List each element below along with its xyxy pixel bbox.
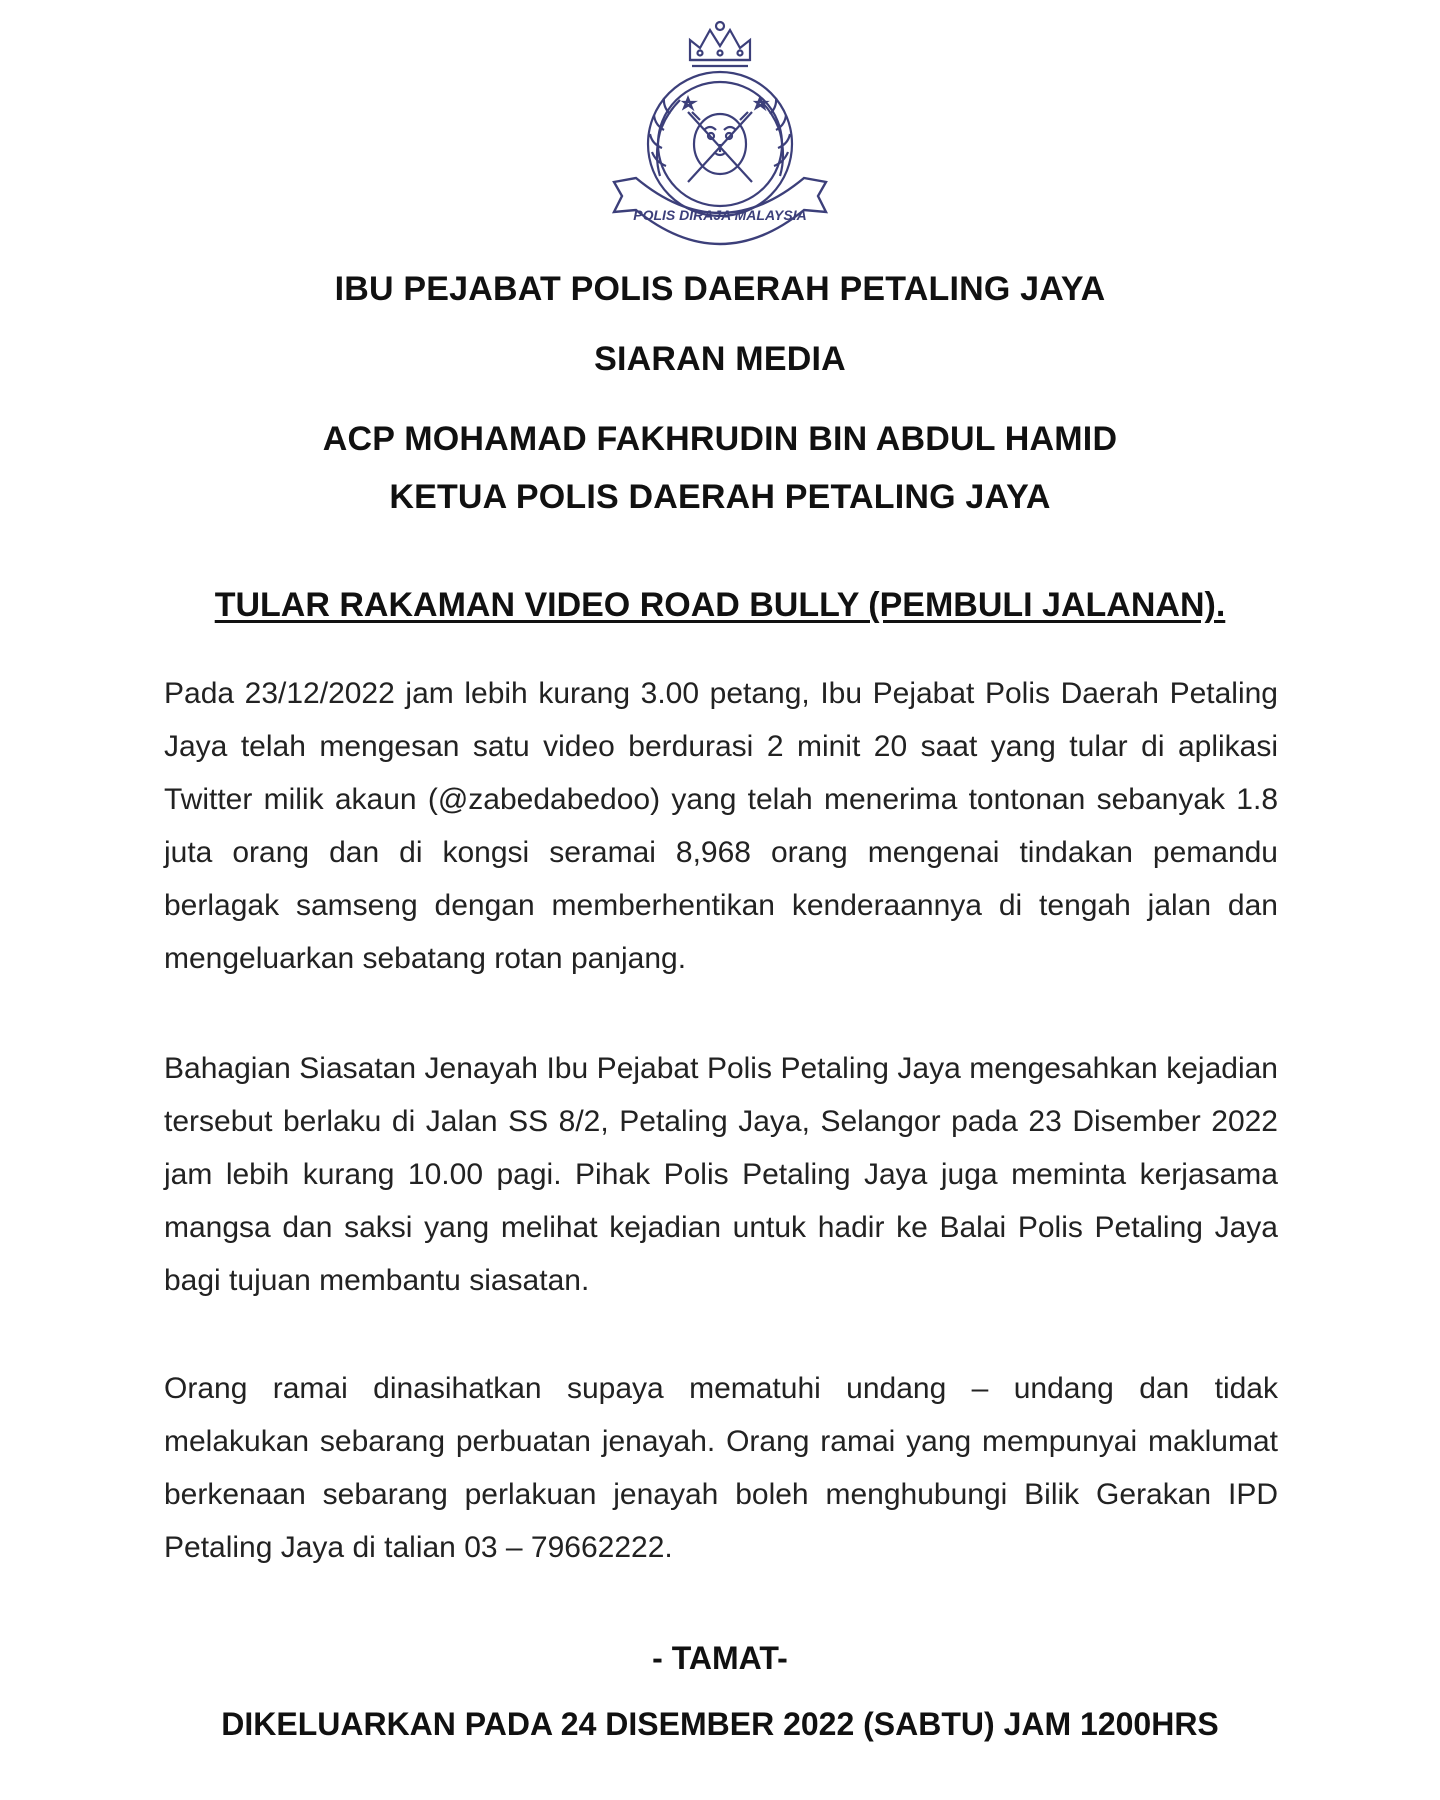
crest-graphic xyxy=(608,16,832,248)
end-marker: - TAMAT- xyxy=(652,1640,788,1676)
issued-date-line: DIKELUARKAN PADA 24 DISEMBER 2022 (SABTU) JAM 1200HRS xyxy=(221,1706,1219,1742)
crest-ribbon-text: POLIS DIRAJA MALAYSIA xyxy=(633,207,807,223)
officer-name-heading: ACP MOHAMAD FAKHRUDIN BIN ABDUL HAMID xyxy=(322,420,1118,458)
document-type-heading: SIARAN MEDIA xyxy=(594,340,846,378)
body-paragraph-1: Pada 23/12/2022 jam lebih kurang 3.00 petang, Ibu Pejabat Polis Daerah Petaling Jaya telah mengesan satu video berdurasi 2 minit 20 saat yang tular di aplikasi Twitter milik akaun (@zabedabedoo) yang telah menerima tontonan sebanyak 1.8 juta orang dan di kongsi seramai 8,968 orang mengenai tindakan pemandu berlagak samseng dengan memberhentikan kenderaannya di tengah jalan dan mengeluarkan sebatang rotan panjang. xyxy=(164,677,1278,975)
officer-title-heading: KETUA POLIS DAERAH PETALING JAYA xyxy=(389,478,1051,516)
office-heading: IBU PEJABAT POLIS DAERAH PETALING JAYA xyxy=(334,270,1106,308)
polis-diraja-malaysia-crest-icon xyxy=(608,16,832,248)
body-paragraph-2: Bahagian Siasatan Jenayah Ibu Pejabat Polis Petaling Jaya mengesahkan kejadian tersebut berlaku di Jalan SS 8/2, Petaling Jaya, Selangor pada 23 Disember 2022 jam lebih kurang 10.00 pagi. Pihak Polis Petaling Jaya juga meminta kerjasama mangsa dan saksi yang melihat kejadian untuk hadir ke Balai Polis Petaling Jaya bagi tujuan membantu siasatan. xyxy=(164,1052,1278,1297)
body-paragraph-3: Orang ramai dinasihatkan supaya mematuhi undang – undang dan tidak melakukan sebarang perbuatan jenayah. Orang ramai yang mempunyai maklumat berkenaan sebarang perlakuan jenayah boleh menghubungi Bilik Gerakan IPD Petaling Jaya di talian 03 – 79662222. xyxy=(164,1372,1278,1564)
subject-heading: TULAR RAKAMAN VIDEO ROAD BULLY (PEMBULI JALANAN). xyxy=(214,586,1226,624)
